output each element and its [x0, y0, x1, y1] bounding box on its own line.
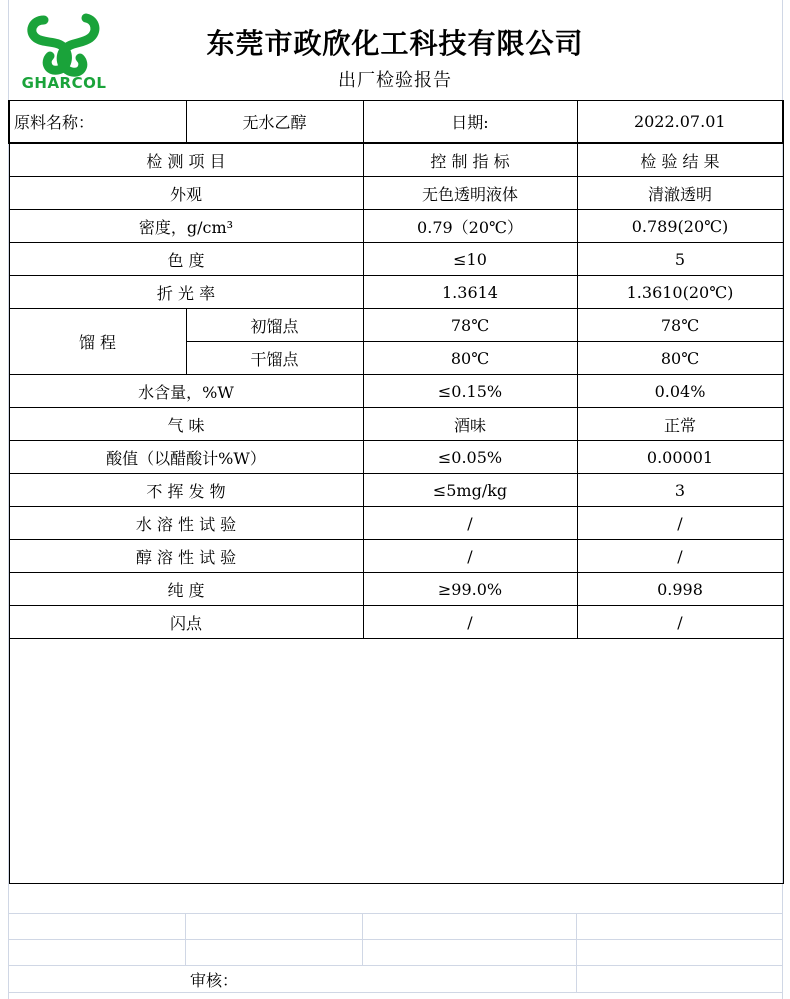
row-item: 密度，g/cm³ — [9, 210, 363, 243]
footer-row — [8, 914, 782, 940]
row-result: 1.3610(20℃) — [577, 276, 783, 309]
table-row — [9, 540, 783, 573]
footer-grid — [8, 885, 782, 993]
row-spec: 无色透明液体 — [363, 177, 577, 210]
row-item: 醇 溶 性 试 验 — [9, 540, 363, 573]
table-row — [9, 408, 783, 441]
footer-cell — [362, 914, 363, 939]
table-row — [9, 276, 783, 309]
row-spec: / — [363, 507, 577, 540]
row-spec: / — [363, 540, 577, 573]
footer-cell — [576, 966, 577, 992]
row-item: 干馏点 — [186, 342, 363, 375]
row-item: 色 度 — [9, 243, 363, 276]
row-result: / — [577, 507, 783, 540]
row-item: 折 光 率 — [9, 276, 363, 309]
table-row — [9, 606, 783, 639]
footer-row — [8, 885, 782, 914]
row-spec: 1.3614 — [363, 276, 577, 309]
row-spec: 78℃ — [363, 309, 577, 342]
table-row — [9, 309, 783, 342]
row-spec: 0.79（20℃） — [363, 210, 577, 243]
table-row — [9, 573, 783, 606]
column-header-spec: 控 制 指 标 — [363, 143, 577, 177]
inspection-table — [8, 100, 784, 884]
row-result: 清澈透明 — [577, 177, 783, 210]
row-item: 纯 度 — [9, 573, 363, 606]
footer-row — [8, 940, 782, 966]
row-result: 0.04% — [577, 375, 783, 408]
report-header — [0, 0, 790, 100]
row-item: 不 挥 发 物 — [9, 474, 363, 507]
table-row — [9, 507, 783, 540]
column-header-row — [9, 143, 783, 177]
company-name: 东莞市政欣化工科技有限公司 — [206, 27, 584, 60]
footer-cell — [576, 940, 577, 965]
distillation-label: 馏 程 — [9, 309, 186, 375]
row-spec: 80℃ — [363, 342, 577, 375]
row-item: 酸值（以醋酸计%W） — [9, 441, 363, 474]
date-label: 日期: — [363, 101, 577, 144]
row-result: 正常 — [577, 408, 783, 441]
table-row — [9, 375, 783, 408]
row-spec: ≥99.0% — [363, 573, 577, 606]
material-value: 无水乙醇 — [186, 101, 363, 144]
row-spec: / — [363, 606, 577, 639]
footer-cell — [185, 914, 186, 939]
row-spec: ≤0.05% — [363, 441, 577, 474]
row-item: 水 溶 性 试 验 — [9, 507, 363, 540]
column-header-result: 检 验 结 果 — [577, 143, 783, 177]
row-item: 水含量，%W — [9, 375, 363, 408]
table-row — [9, 243, 783, 276]
table-row — [9, 210, 783, 243]
table-row — [9, 441, 783, 474]
footer-row — [8, 966, 782, 993]
row-spec: 酒味 — [363, 408, 577, 441]
table-row — [9, 474, 783, 507]
footer-cell — [362, 940, 363, 965]
row-item: 初馏点 — [186, 309, 363, 342]
row-result: 0.789(20℃) — [577, 210, 783, 243]
row-item: 外观 — [9, 177, 363, 210]
date-value: 2022.07.01 — [577, 101, 783, 144]
row-spec: ≤5mg/kg — [363, 474, 577, 507]
material-row — [9, 101, 783, 144]
column-header-item: 检 测 项 目 — [9, 143, 363, 177]
row-result: 3 — [577, 474, 783, 507]
row-result: 80℃ — [577, 342, 783, 375]
row-spec: ≤10 — [363, 243, 577, 276]
row-result: 78℃ — [577, 309, 783, 342]
row-result: / — [577, 540, 783, 573]
row-result: 0.998 — [577, 573, 783, 606]
row-item: 闪点 — [9, 606, 363, 639]
remarks-area — [9, 639, 783, 884]
remarks-cell — [9, 639, 783, 884]
footer-cell — [576, 914, 577, 939]
reviewer-label: 审核： — [190, 971, 239, 990]
report-title: 出厂检验报告 — [338, 70, 452, 91]
footer-cell — [185, 940, 186, 965]
row-result: 5 — [577, 243, 783, 276]
row-item: 气 味 — [9, 408, 363, 441]
row-result: / — [577, 606, 783, 639]
table-row — [9, 177, 783, 210]
material-label: 原料名称： — [9, 101, 186, 144]
row-spec: ≤0.15% — [363, 375, 577, 408]
row-result: 0.00001 — [577, 441, 783, 474]
logo-text: GHARCOL — [21, 74, 107, 92]
